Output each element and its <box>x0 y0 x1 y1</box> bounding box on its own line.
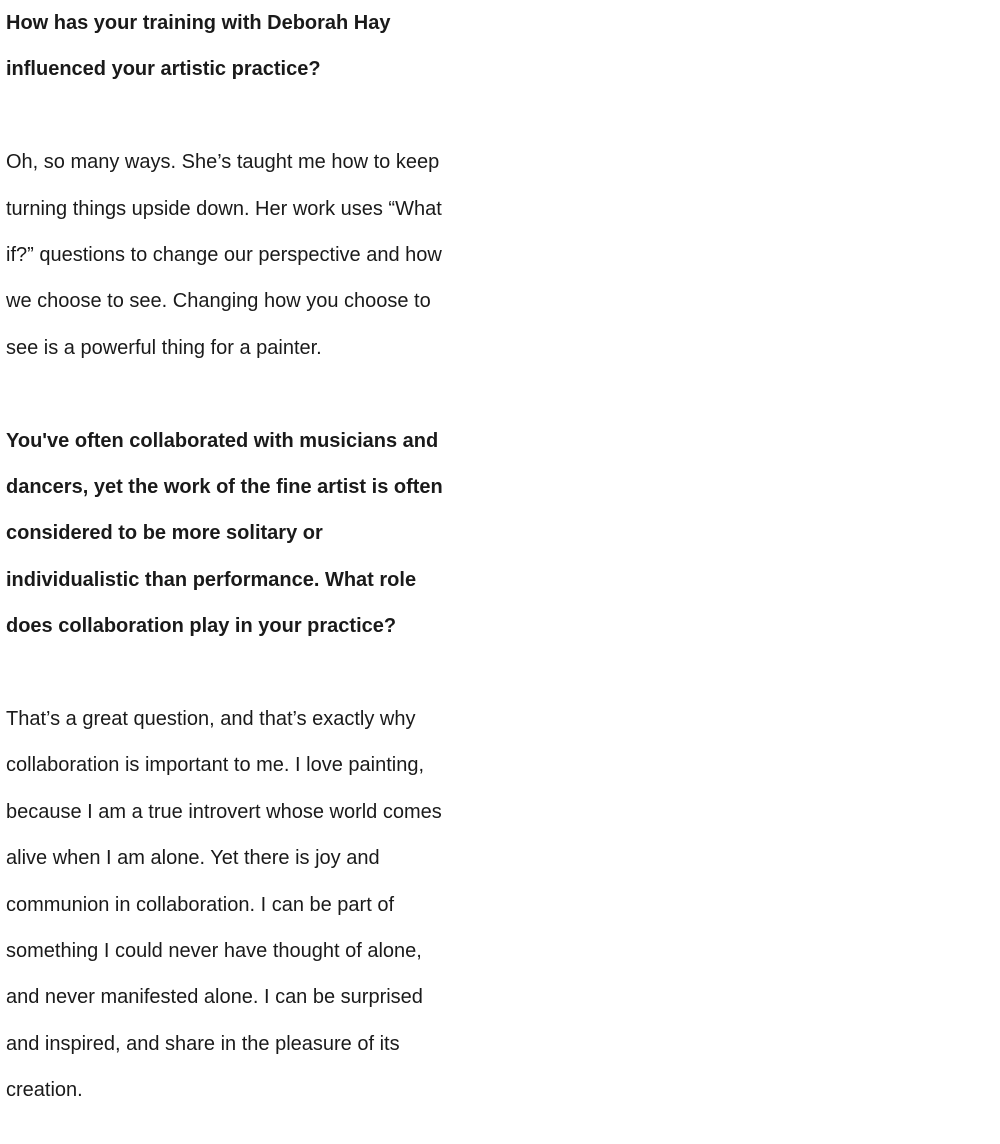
paragraph-spacer <box>6 650 491 696</box>
answer-line: see is a powerful thing for a painter. <box>6 336 322 359</box>
answer-deborah-hay <box>6 139 491 371</box>
answer-line: something I could never have thought of alone, <box>6 940 422 963</box>
answer-line: and never manifested alone. I can be surprised <box>6 986 423 1009</box>
answer-line: if?” questions to change our perspective and how <box>6 244 442 267</box>
question-deborah-hay <box>6 0 491 93</box>
question-line: influenced your artistic practice? <box>6 58 321 81</box>
answer-line: creation. <box>6 1079 83 1102</box>
paragraph-spacer <box>6 371 491 417</box>
question-collaboration <box>6 418 491 650</box>
answer-line: because I am a true introvert whose world comes <box>6 800 442 823</box>
question-line: individualistic than performance. What role <box>6 568 417 591</box>
question-line: considered to be more solitary or <box>6 522 323 545</box>
question-line: dancers, yet the work of the fine artist is often <box>6 476 443 499</box>
paragraph-spacer <box>6 93 491 139</box>
answer-collaboration <box>6 696 491 1114</box>
answer-line: and inspired, and share in the pleasure of its <box>6 1032 400 1055</box>
answer-line: turning things upside down. Her work uses “What <box>6 197 442 220</box>
question-line: does collaboration play in your practice? <box>6 615 397 638</box>
answer-line: That’s a great question, and that’s exactly why <box>6 708 416 731</box>
answer-line: alive when I am alone. Yet there is joy and <box>6 847 380 870</box>
answer-line: Oh, so many ways. She’s taught me how to keep <box>6 151 440 174</box>
answer-line: communion in collaboration. I can be part of <box>6 893 394 916</box>
interview-article <box>6 0 491 1114</box>
question-line: You've often collaborated with musicians and <box>6 429 439 452</box>
answer-line: we choose to see. Changing how you choose to <box>6 290 431 313</box>
question-line: How has your training with Deborah Hay <box>6 12 391 34</box>
answer-line: collaboration is important to me. I love painting, <box>6 754 424 777</box>
